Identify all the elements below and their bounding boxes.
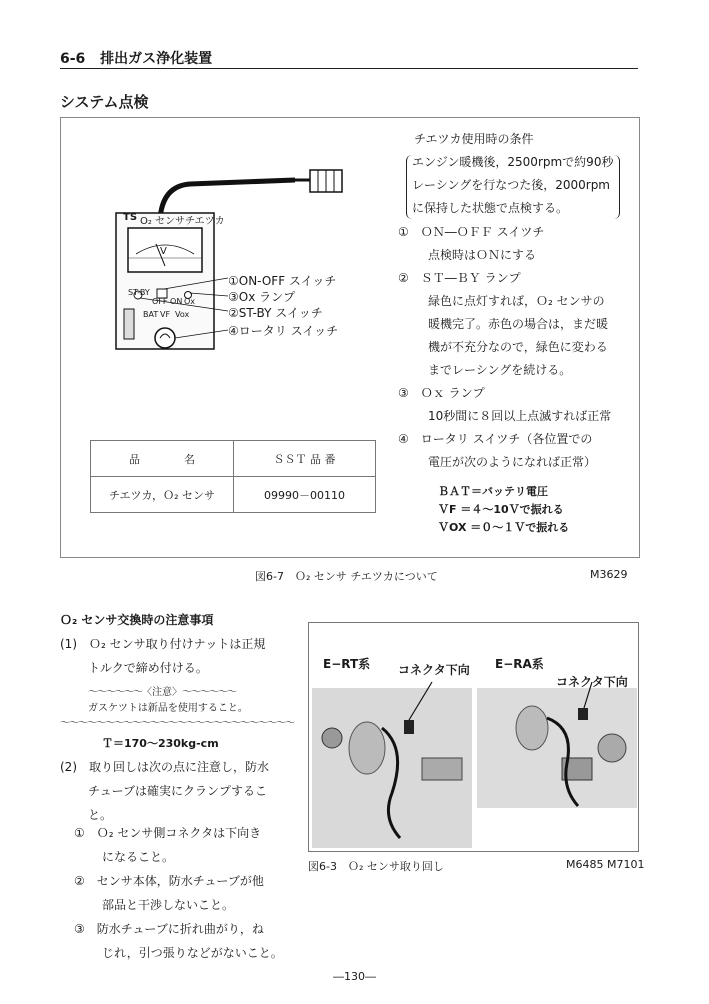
voltage-vf: ＶF ＝４～10Ｖで振れる bbox=[438, 503, 564, 516]
item-title: Ｏｘ ランプ bbox=[420, 386, 485, 400]
list-item bbox=[398, 221, 634, 244]
item-number: ④ bbox=[398, 432, 409, 446]
subitem bbox=[74, 917, 283, 941]
item-text: 点検時はＯＮにする bbox=[428, 248, 537, 262]
voltage-vox: ＶOX ＝０～１Ｖで振れる bbox=[438, 521, 570, 534]
caution-wavy-rule: ～～～～～～～～～～～～～～～～～～～～～～～～～～ bbox=[60, 718, 294, 729]
vf-label: VF bbox=[160, 310, 171, 319]
subitem-line: 部品と干渉しないこと。 bbox=[102, 898, 235, 912]
chapter-number: 6-6 bbox=[60, 51, 86, 67]
label-connector-rt: コネクタ下向 bbox=[398, 663, 470, 677]
note-item-1 bbox=[60, 632, 265, 680]
conditions-title: チエツカ使用時の条件 bbox=[414, 132, 534, 146]
label-ox-lamp: ③Ox ランプ bbox=[228, 290, 296, 304]
item-number: ① bbox=[398, 225, 409, 239]
condition-line: レーシングを行なつた後，2000rpm bbox=[412, 178, 611, 192]
ox-label: Ox bbox=[184, 297, 196, 306]
voltage-bat: ＢＡＴ＝バッテリ電圧 bbox=[438, 485, 548, 498]
subitem-line: になること。 bbox=[102, 850, 175, 864]
caution-label: 〈注意〉 bbox=[142, 687, 182, 698]
item-title: ロータリ スイツチ（各位置での bbox=[420, 432, 593, 446]
sst-header-name: 品 名 bbox=[91, 441, 234, 477]
figure1-code: M3629 bbox=[590, 568, 628, 581]
figure1-caption: 図6-7 Ｏ₂ センサ チエツカについて bbox=[255, 570, 438, 583]
label-st-by: ②ST-BY スイッチ bbox=[228, 306, 323, 320]
note-line: チューブは確実にクランプするこ bbox=[88, 784, 268, 798]
item-text: までレーシングを続ける。 bbox=[428, 363, 572, 377]
list-item bbox=[398, 428, 634, 451]
caution-label-row: ～～～～～～〈注意〉～～～～～～ bbox=[88, 687, 236, 698]
rotary-knob bbox=[155, 328, 175, 348]
item-title: ＯＮ―ＯＦＦ スイツチ bbox=[420, 225, 545, 239]
sst-cell-number: 09990－00110 bbox=[234, 477, 376, 513]
label-rotary: ④ロータリ スイッチ bbox=[228, 324, 339, 338]
checker-name: O₂ センサチエツカ bbox=[140, 216, 225, 227]
item-text: 緑色に点灯すれば，Ｏ₂ センサの bbox=[428, 294, 605, 308]
item-text: 10秒間に８回以上点滅すれば正常 bbox=[428, 409, 612, 423]
item-text: 電圧が次のようになれば正常） bbox=[428, 455, 597, 469]
subitem-line: じれ，引つ張りなどがないこと。 bbox=[102, 946, 283, 960]
connector-rt bbox=[404, 720, 414, 734]
subitem bbox=[74, 821, 283, 845]
conditions-lines bbox=[412, 151, 613, 220]
figure2-caption: 図6-3 Ｏ₂ センサ取り回し bbox=[308, 860, 444, 873]
note-subitems bbox=[74, 821, 283, 965]
stby-label: ST-BY bbox=[128, 288, 150, 297]
subitem-number: ② bbox=[74, 874, 85, 888]
instruction-list bbox=[398, 221, 634, 474]
page-number: ―130― bbox=[333, 970, 376, 983]
caution-text: ガスケツトは新品を使用すること。 bbox=[88, 703, 248, 714]
condition-line: エンジン暖機後，2500rpmで約90秒 bbox=[412, 155, 614, 169]
sst-header-number: ＳＳＴ 品 番 bbox=[234, 441, 376, 477]
note-line: (2) 取り回しは次の点に注意し，防水 bbox=[60, 760, 269, 774]
condition-line: に保持した状態で点検する。 bbox=[412, 201, 569, 215]
subitem-line: Ｏ₂ センサ側コネクタは下向き bbox=[96, 826, 262, 840]
note-line: と。 bbox=[88, 808, 113, 822]
section-title: システム点検 bbox=[60, 93, 149, 111]
connector-ra bbox=[578, 708, 588, 720]
note-item-2 bbox=[60, 755, 269, 827]
item-title: ＳＴ―ＢＹ ランプ bbox=[420, 271, 521, 285]
subitem-number: ① bbox=[74, 826, 85, 840]
checker-brand: TS bbox=[123, 212, 138, 223]
sst-table bbox=[90, 440, 376, 513]
header-rule bbox=[60, 68, 638, 69]
routing-photos bbox=[312, 688, 637, 848]
label-on-off: ①ON-OFF スイッチ bbox=[228, 274, 337, 288]
note-line: (1) Ｏ₂ センサ取り付けナットは正規 bbox=[60, 637, 266, 651]
chapter-title: 排出ガス浄化装置 bbox=[100, 51, 213, 67]
voltage-list bbox=[438, 483, 569, 537]
note-line: トルクで締め付ける。 bbox=[88, 661, 208, 675]
item-text: 機が不充分なので，緑色に変わる bbox=[428, 340, 608, 354]
label-connector-ra: コネクタ下向 bbox=[556, 675, 628, 689]
subitem-line: センサ本体，防水チューブが他 bbox=[96, 874, 264, 888]
label-e-rt: E−RT系 bbox=[323, 657, 371, 671]
list-item bbox=[398, 382, 634, 405]
bat-label: BAT bbox=[143, 310, 159, 319]
meter-unit: V bbox=[160, 246, 167, 257]
item-number: ③ bbox=[398, 386, 409, 400]
subitem-line: 防水チューブに折れ曲がり，ね bbox=[96, 922, 264, 936]
vox-label: Vox bbox=[175, 310, 190, 319]
notes-title: Ｏ₂ センサ交換時の注意事項 bbox=[60, 613, 214, 627]
torque-value: Ｔ＝170～230kg-cm bbox=[102, 737, 219, 750]
figure2-code: M6485 M7101 bbox=[566, 858, 645, 871]
chapter-header bbox=[60, 48, 212, 68]
offon-label: OFF ON bbox=[152, 297, 183, 306]
label-e-ra: E−RA系 bbox=[495, 657, 544, 671]
sst-cell-name: チエツカ，Ｏ₂ センサ bbox=[91, 477, 234, 513]
subitem bbox=[74, 869, 283, 893]
item-number: ② bbox=[398, 271, 409, 285]
list-item bbox=[398, 267, 634, 290]
item-text: 暖機完了。赤色の場合は，まだ暖 bbox=[428, 317, 609, 331]
subitem-number: ③ bbox=[74, 922, 85, 936]
